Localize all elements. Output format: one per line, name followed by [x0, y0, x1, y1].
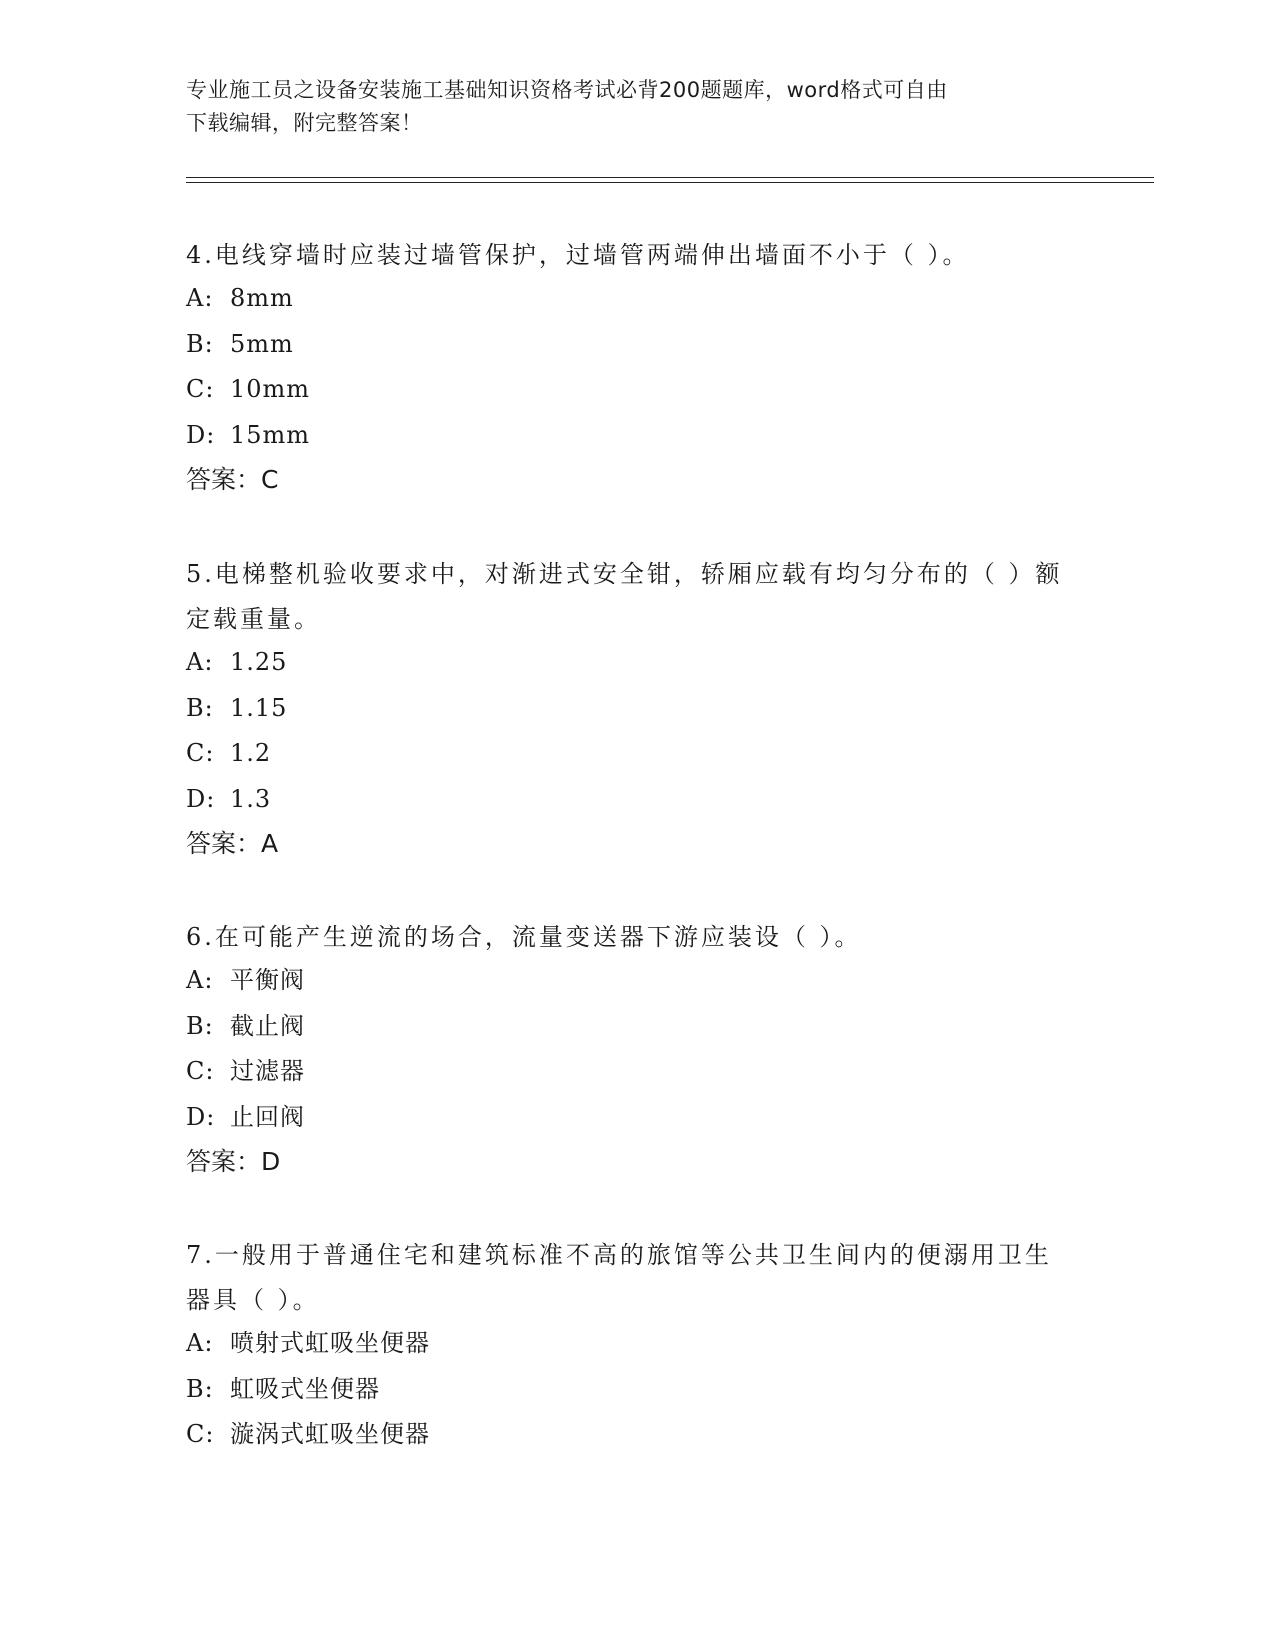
question-7: [186, 1233, 1076, 1458]
option-label: A:: [186, 1329, 214, 1357]
option-text: 截止阀: [230, 1011, 305, 1040]
option-text: 过滤器: [230, 1057, 305, 1085]
question-6: [186, 915, 1076, 1184]
answer-line: 答案：C: [186, 465, 279, 494]
option-label: A:: [186, 284, 214, 312]
option-label: C:: [186, 1057, 215, 1085]
option-label: B:: [186, 1374, 214, 1403]
answer-line: 答案：A: [186, 829, 279, 858]
option-label: D:: [186, 1102, 216, 1131]
option-text: 1.15: [230, 693, 288, 722]
option-a: [186, 276, 1076, 322]
header-divider: [186, 177, 1154, 183]
option-b: [186, 322, 1076, 368]
option-text: 10mm: [230, 375, 311, 403]
option-c: [186, 367, 1076, 413]
option-label: D:: [186, 420, 216, 449]
option-label: B:: [186, 693, 214, 722]
option-label: B:: [186, 1011, 214, 1040]
option-text: 漩涡式虹吸坐便器: [230, 1420, 430, 1448]
option-a: [186, 640, 1076, 686]
option-text: 1.2: [230, 739, 272, 767]
header-title-line-2: 下载编辑，附完整答案！: [186, 111, 423, 135]
option-text: 5mm: [230, 329, 294, 358]
option-text: 15mm: [230, 420, 311, 449]
option-text: 止回阀: [230, 1102, 305, 1131]
question-5: [186, 552, 1076, 866]
option-d: [186, 777, 1076, 823]
option-c: [186, 1412, 1076, 1458]
option-b: [186, 1004, 1076, 1050]
option-label: B:: [186, 329, 214, 358]
option-d: [186, 413, 1076, 459]
option-d: [186, 1095, 1076, 1141]
option-label: A:: [186, 648, 214, 676]
option-c: [186, 731, 1076, 777]
option-label: A:: [186, 966, 214, 994]
option-text: 喷射式虹吸坐便器: [230, 1329, 430, 1357]
option-a: [186, 958, 1076, 1004]
option-label: C:: [186, 375, 215, 403]
option-text: 8mm: [230, 284, 294, 312]
option-text: 平衡阀: [230, 966, 305, 994]
option-a: [186, 1321, 1076, 1367]
option-label: D:: [186, 784, 216, 813]
header-title-line-1: 专业施工员之设备安装施工基础知识资格考试必背200题题库，word格式可自由: [186, 78, 948, 102]
option-text: 1.25: [230, 648, 288, 676]
question-stem: 5.电梯整机验收要求中，对渐进式安全钳，轿厢应载有均匀分布的（ ）额定载重量。: [186, 560, 1063, 633]
option-text: 1.3: [230, 784, 272, 813]
option-label: C:: [186, 739, 215, 767]
question-stem: 6.在可能产生逆流的场合，流量变送器下游应装设（ ）。: [186, 923, 862, 951]
question-4: [186, 233, 1076, 502]
question-stem: 7.一般用于普通住宅和建筑标准不高的旅馆等公共卫生间内的便溺用卫生器具（ ）。: [186, 1241, 1052, 1314]
option-label: C:: [186, 1420, 215, 1448]
option-b: [186, 1367, 1076, 1413]
document-header: [186, 74, 1066, 140]
question-stem: 4.电线穿墙时应装过墙管保护，过墙管两端伸出墙面不小于（ ）。: [186, 241, 970, 269]
answer-line: 答案：D: [186, 1147, 281, 1176]
option-c: [186, 1049, 1076, 1095]
option-b: [186, 686, 1076, 732]
option-text: 虹吸式坐便器: [230, 1374, 380, 1403]
